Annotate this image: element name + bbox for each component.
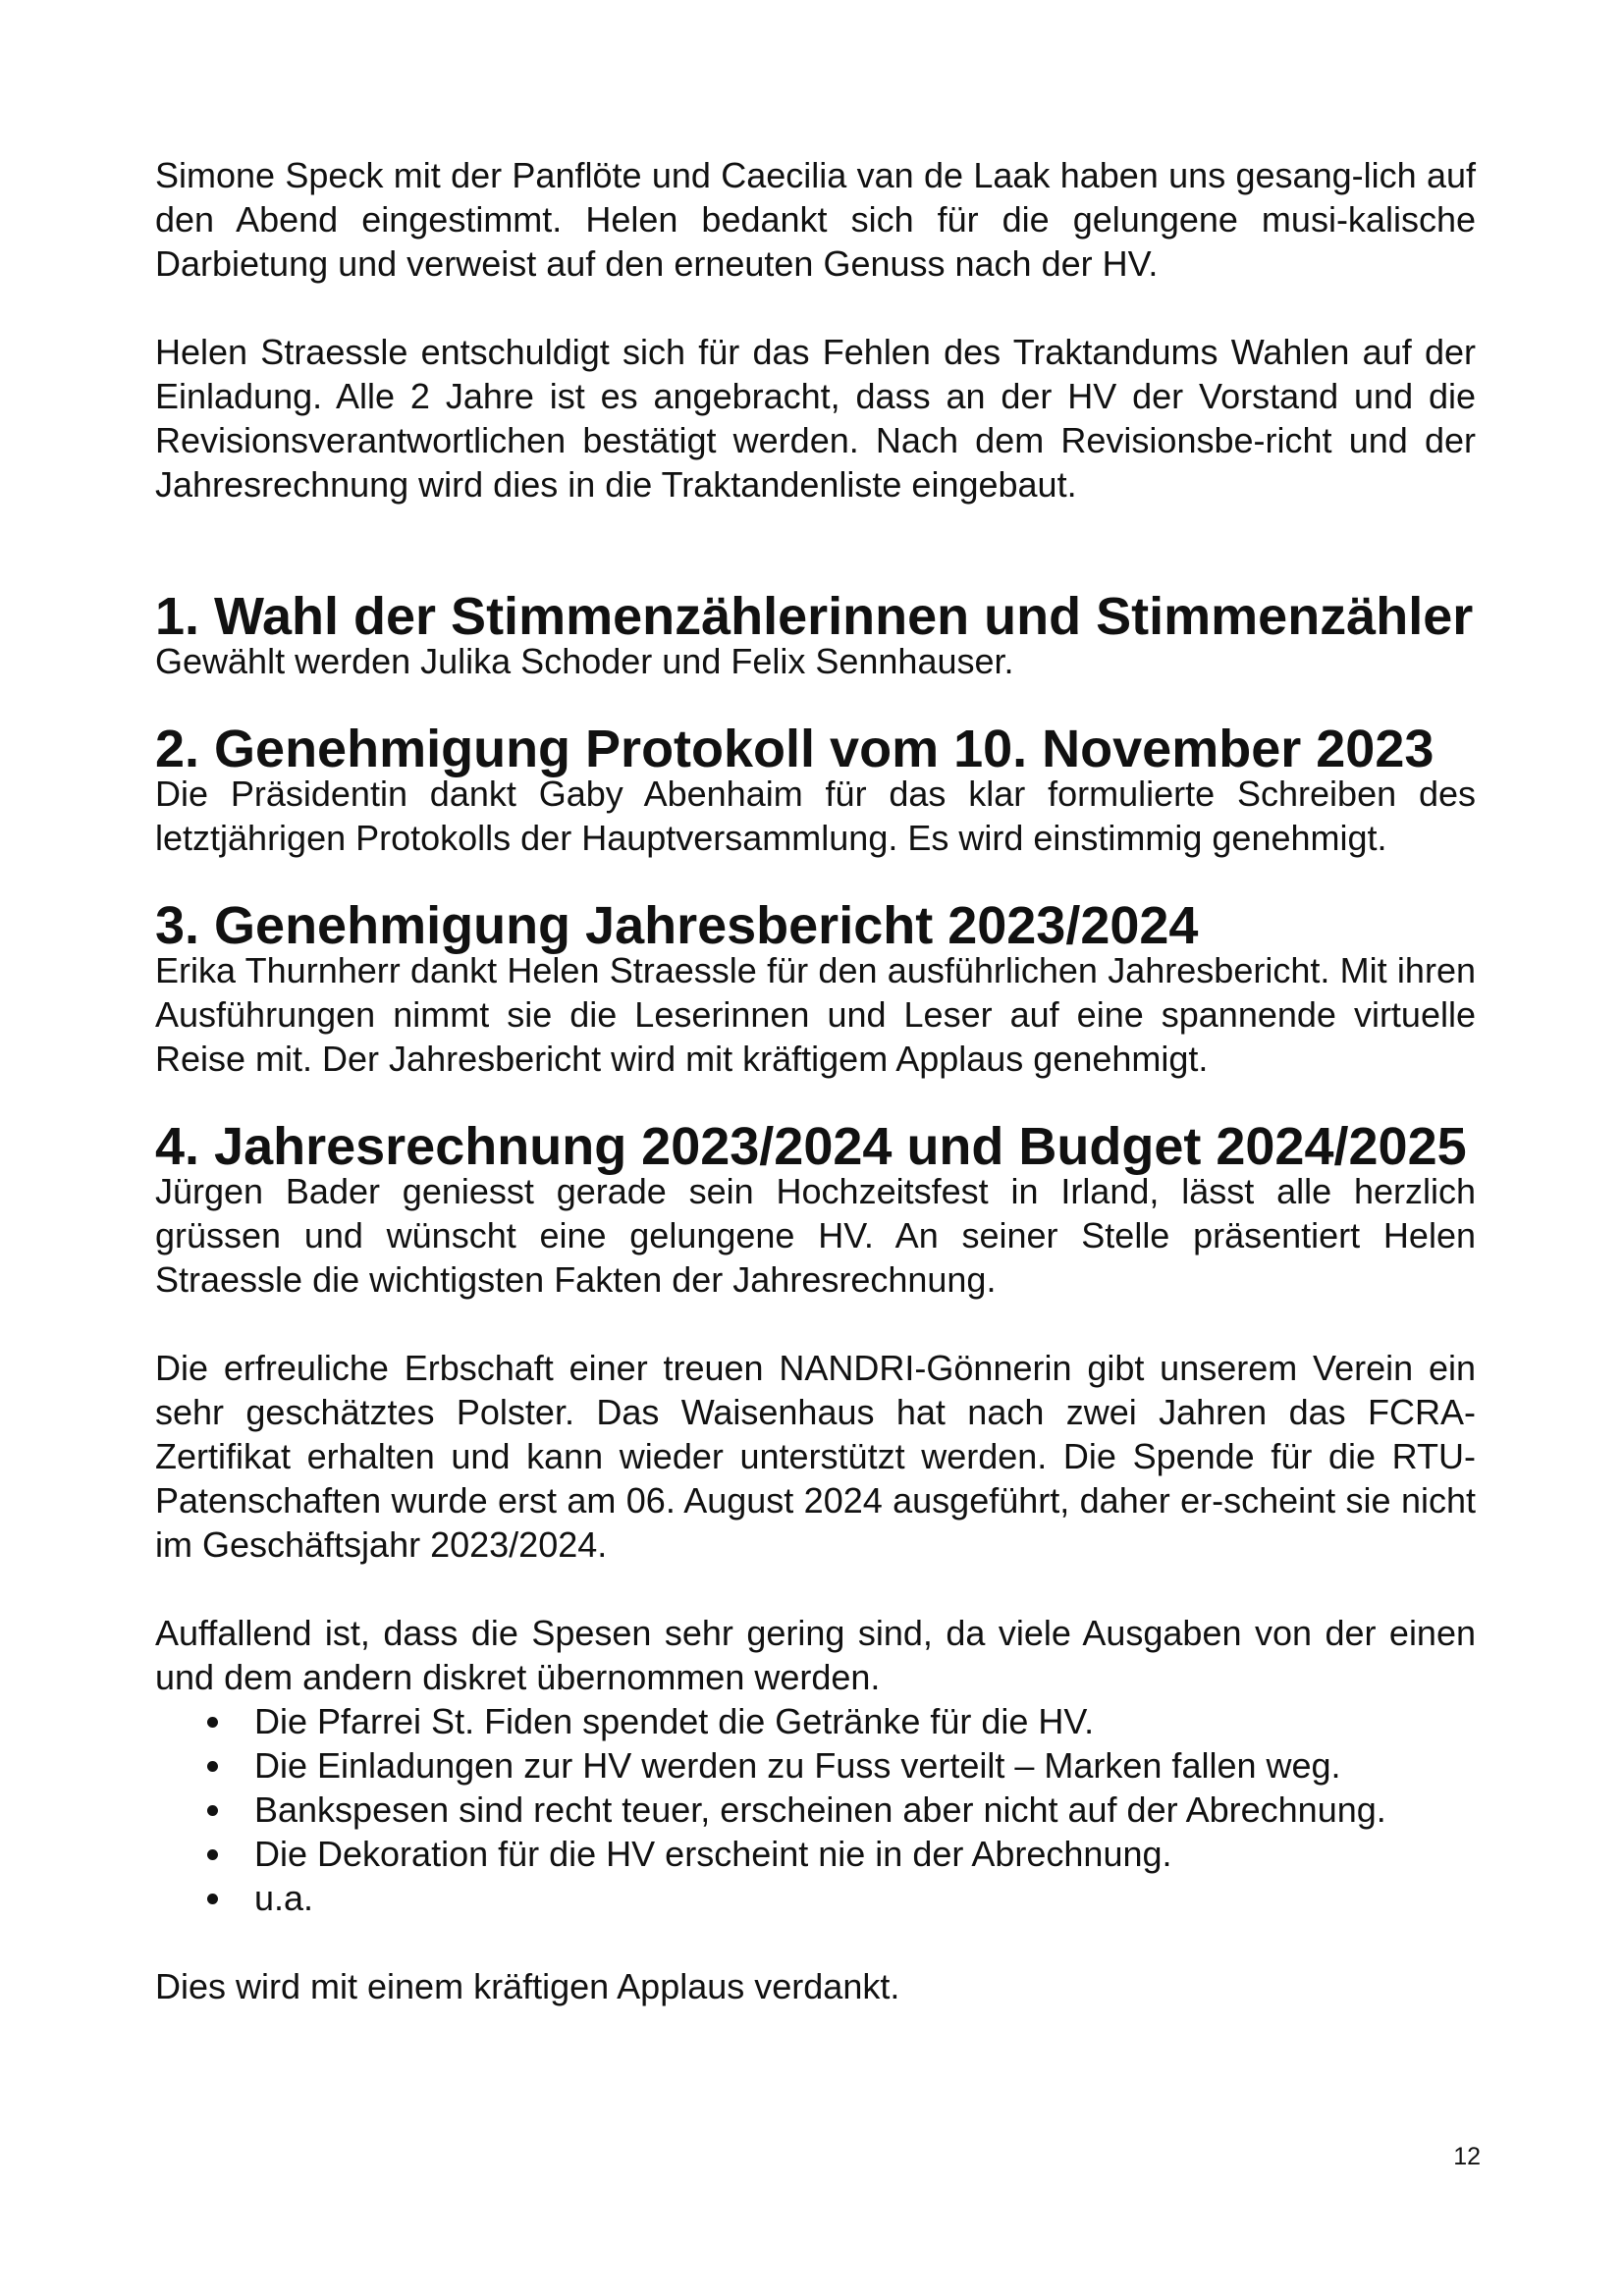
- list-item-text: Bankspesen sind recht teuer, erscheinen aber nicht auf der Abrechnung.: [254, 1789, 1386, 1830]
- bullet-icon: [207, 1805, 218, 1816]
- section-paragraph: Auffallend ist, dass die Spesen sehr gering sind, da viele Ausgaben von der einen und dem andern diskret übernommen werden.: [155, 1613, 1476, 1697]
- list-item: [155, 1832, 1476, 1876]
- list-item: [155, 1743, 1476, 1788]
- list-item: [155, 1876, 1476, 1920]
- spacer: [155, 1302, 1476, 1346]
- list-item-text: u.a.: [254, 1878, 314, 1918]
- section-paragraph: Jürgen Bader geniesst gerade sein Hochzeitsfest in Irland, lässt alle herzlich grüssen und wünscht eine gelungene HV. An seiner Stelle präsentiert Helen Straessle die wichtigsten Fakten der Jahresrechnung.: [155, 1171, 1476, 1300]
- bullet-icon: [207, 1761, 218, 1772]
- list-item-text: Die Dekoration für die HV erscheint nie in der Abrechnung.: [254, 1834, 1172, 1874]
- bullet-icon: [207, 1894, 218, 1904]
- section-paragraph: Die erfreuliche Erbschaft einer treuen NANDRI-Gönnerin gibt unserem Verein ein sehr geschätztes Polster. Das Waisenhaus hat nach zwei Jahren das FCRA-Zertifikat erhalten und kann wieder unterstützt werden. Die Spende für die RTU-Patenschaften wurde erst am 06. August 2024 ausgeführt, daher er-scheint sie nicht im Geschäftsjahr 2023/2024.: [155, 1348, 1476, 1565]
- section-heading: 1. Wahl der Stimmenzählerinnen und Stimmenzähler: [155, 587, 1474, 646]
- bullet-list: [155, 1699, 1476, 1920]
- spacer: [155, 1920, 1476, 1964]
- section-paragraph: Die Präsidentin dankt Gaby Abenhaim für das klar formulierte Schreiben des letztjährigen Protokolls der Hauptversammlung. Es wird einstimmig genehmigt.: [155, 774, 1476, 858]
- section-4: [155, 1117, 1476, 2008]
- intro-paragraph-2: Helen Straessle entschuldigt sich für das Fehlen des Traktandums Wahlen auf der Einladung. Alle 2 Jahre ist es angebracht, dass an der HV der Vorstand und die Revisionsverantwortlichen bestätigt werden. Nach dem Revisionsbe-richt und der Jahresrechnung wird dies in die Traktandenliste eingebaut.: [155, 332, 1476, 505]
- document-page: [155, 153, 1476, 2008]
- section-1: [155, 587, 1476, 683]
- list-item: [155, 1788, 1476, 1832]
- intro-paragraph-1: Simone Speck mit der Panflöte und Caecilia van de Laak haben uns gesang-lich auf den Abend eingestimmt. Helen bedankt sich für die gelungene musi-kalische Darbietung und verweist auf den erneuten Genuss nach der HV.: [155, 155, 1476, 284]
- section-heading: 2. Genehmigung Protokoll vom 10. November 2023: [155, 720, 1435, 778]
- list-item-text: Die Pfarrei St. Fiden spendet die Getränke für die HV.: [254, 1701, 1095, 1741]
- spacer: [155, 286, 1476, 330]
- spacer: [155, 1567, 1476, 1611]
- section-paragraph: Gewählt werden Julika Schoder und Felix Sennhauser.: [155, 641, 1014, 681]
- section-2: [155, 720, 1476, 860]
- closing-paragraph: Dies wird mit einem kräftigen Applaus verdankt.: [155, 1966, 900, 2006]
- section-heading: 3. Genehmigung Jahresbericht 2023/2024: [155, 896, 1199, 955]
- bullet-icon: [207, 1717, 218, 1728]
- section-heading: 4. Jahresrechnung 2023/2024 und Budget 2024/2025: [155, 1117, 1467, 1176]
- bullet-icon: [207, 1849, 218, 1860]
- section-paragraph: Erika Thurnherr dankt Helen Straessle für den ausführlichen Jahresbericht. Mit ihren Ausführungen nimmt sie die Leserinnen und Leser auf eine spannende virtuelle Reise mit. Der Jahresbericht wird mit kräftigem Applaus genehmigt.: [155, 950, 1476, 1079]
- spacer: [155, 507, 1476, 595]
- list-item-text: Die Einladungen zur HV werden zu Fuss verteilt – Marken fallen weg.: [254, 1745, 1341, 1786]
- page-number: 12: [1453, 2143, 1481, 2170]
- section-3: [155, 896, 1476, 1081]
- list-item: [155, 1699, 1476, 1743]
